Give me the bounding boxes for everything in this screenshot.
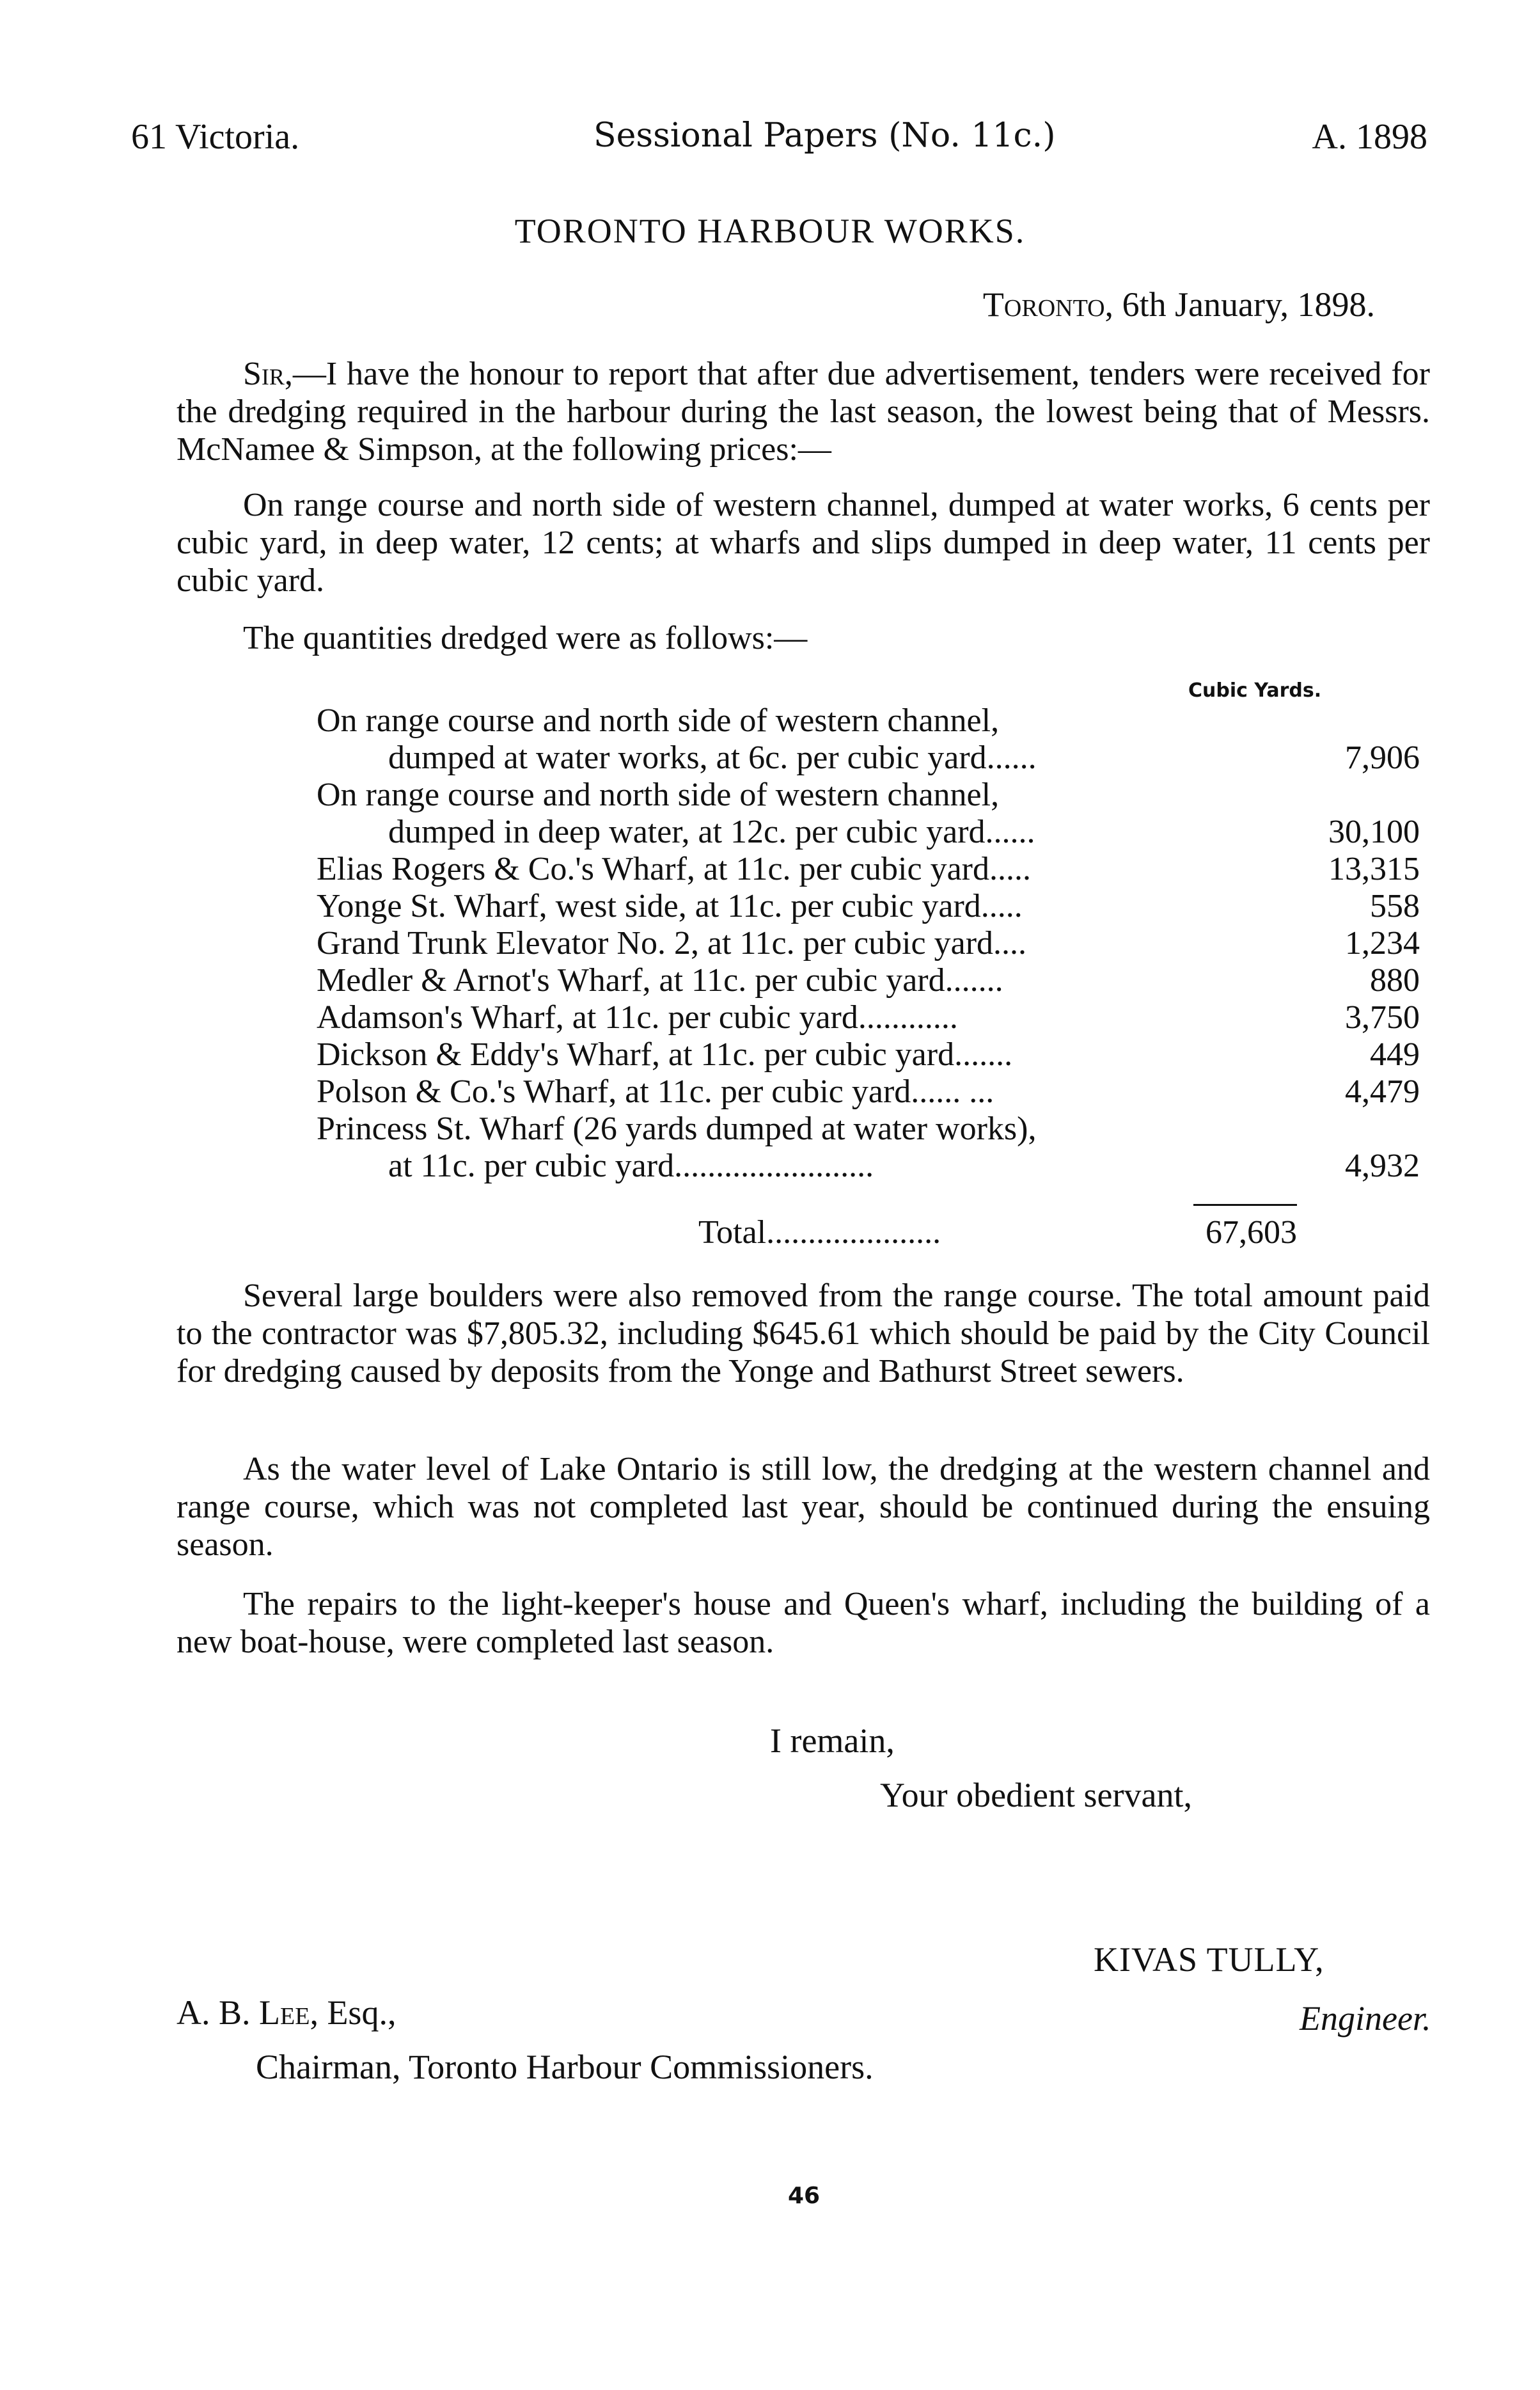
row-label: at 11c. per cubic yard........................ [388,1148,874,1184]
row-label: Grand Trunk Elevator No. 2, at 11c. per cubic yard.... [317,925,1027,962]
row-label: Yonge St. Wharf, west side, at 11c. per cubic yard..... [317,888,1023,924]
table-column-header: Cubic Yards. [1188,679,1322,702]
table-row [317,1036,1420,1073]
table-row [317,1111,1301,1148]
row-label: Elias Rogers & Co.'s Wharf, at 11c. per cubic yard..... [317,851,1031,887]
paragraph-quantities-intro: The quantities dredged were as follows:— [243,620,808,656]
row-label: Dickson & Eddy's Wharf, at 11c. per cubic yard....... [317,1036,1013,1073]
total-rule [1193,1204,1297,1206]
addressee-suffix: , Esq., [310,1993,397,2032]
table-row [317,851,1420,888]
row-label: dumped in deep water, at 12c. per cubic yard...... [388,814,1035,850]
closing-remain: I remain, [770,1721,895,1760]
paragraph-tenders [177,355,1430,468]
salutation: Sir, [243,356,293,392]
dateline-place: Toronto, [982,285,1114,324]
paragraph-tenders-text: —I have the honour to report that after due advertisement, tenders were received for the dredging required in the harbour during the last season, the lowest being that of Messrs. McNamee & Simpson, at the following prices:— [177,356,1430,468]
dateline [983,285,1375,324]
page-number: 46 [788,2183,821,2209]
row-quantity: 13,315 [1328,851,1420,887]
row-quantity: 4,932 [1345,1148,1420,1184]
paragraph-repairs: The repairs to the light-keeper's house and Queen's wharf, including the building of a new boat-house, were completed last season. [177,1586,1430,1660]
paragraph-boulders: Several large boulders were also removed from the range course. The total amount paid to the contractor was $7,805.32, including $645.61 which should be paid by the City Council for dredging caused by deposits from the Yonge and Bathurst Street sewers. [177,1278,1430,1389]
paragraph-prices: On range course and north side of western channel, dumped at water works, 6 cents per cubic yard, in deep water, 12 cents; at wharfs and slips dumped in deep water, 11 cents per cubic yard. [177,487,1430,599]
table-row [317,1148,1420,1185]
row-quantity: 558 [1370,888,1420,924]
running-head-left: 61 Victoria. [131,117,300,157]
addressee-name [177,1993,396,2032]
document-title: TORONTO HARBOUR WORKS. [514,212,1026,250]
addressee-surname: Lee [259,1993,310,2032]
table-row [317,888,1420,925]
row-quantity: 7,906 [1345,740,1420,776]
row-label: Adamson's Wharf, at 11c. per cubic yard............ [317,999,958,1036]
running-head-right: A. 1898 [1312,117,1427,157]
signature-title: Engineer. [1300,1999,1431,2038]
row-quantity: 449 [1370,1036,1420,1073]
signature-name: KIVAS TULLY, [1094,1940,1324,1979]
row-label: Princess St. Wharf (26 yards dumped at water works), [317,1111,1037,1147]
row-label: On range course and north side of western channel, [317,777,1000,813]
running-head-center: Sessional Papers (No. 11c.) [593,116,1056,155]
row-label: On range course and north side of western channel, [317,702,1000,739]
addressee-initials: A. B. [177,1993,260,2032]
addressee-role: Chairman, Toronto Harbour Commissioners. [256,2048,874,2086]
row-quantity: 30,100 [1328,814,1420,850]
table-row [317,702,1301,740]
row-label: Medler & Arnot's Wharf, at 11c. per cubic yard....... [317,962,1003,999]
paragraph-water-level: As the water level of Lake Ontario is still low, the dredging at the western channel and range course, which was not completed last year, should be continued during the ensuing season. [177,1451,1430,1563]
row-quantity: 3,750 [1345,999,1420,1036]
total-value: 67,603 [1206,1214,1297,1251]
table-row [317,925,1420,962]
dateline-date: 6th January, 1898. [1113,285,1375,324]
table-row [317,1073,1420,1111]
table-row [317,740,1420,777]
row-quantity: 1,234 [1345,925,1420,962]
row-quantity: 880 [1370,962,1420,999]
total-label: Total..................... [698,1214,941,1251]
table-row [317,814,1420,851]
table-row [317,777,1301,814]
row-label: Polson & Co.'s Wharf, at 11c. per cubic yard...... ... [317,1073,994,1110]
row-label: dumped at water works, at 6c. per cubic yard...... [388,740,1037,776]
table-row [317,999,1420,1036]
row-quantity: 4,479 [1345,1073,1420,1110]
closing-servant: Your obedient servant, [880,1776,1192,1814]
table-row [317,962,1420,999]
